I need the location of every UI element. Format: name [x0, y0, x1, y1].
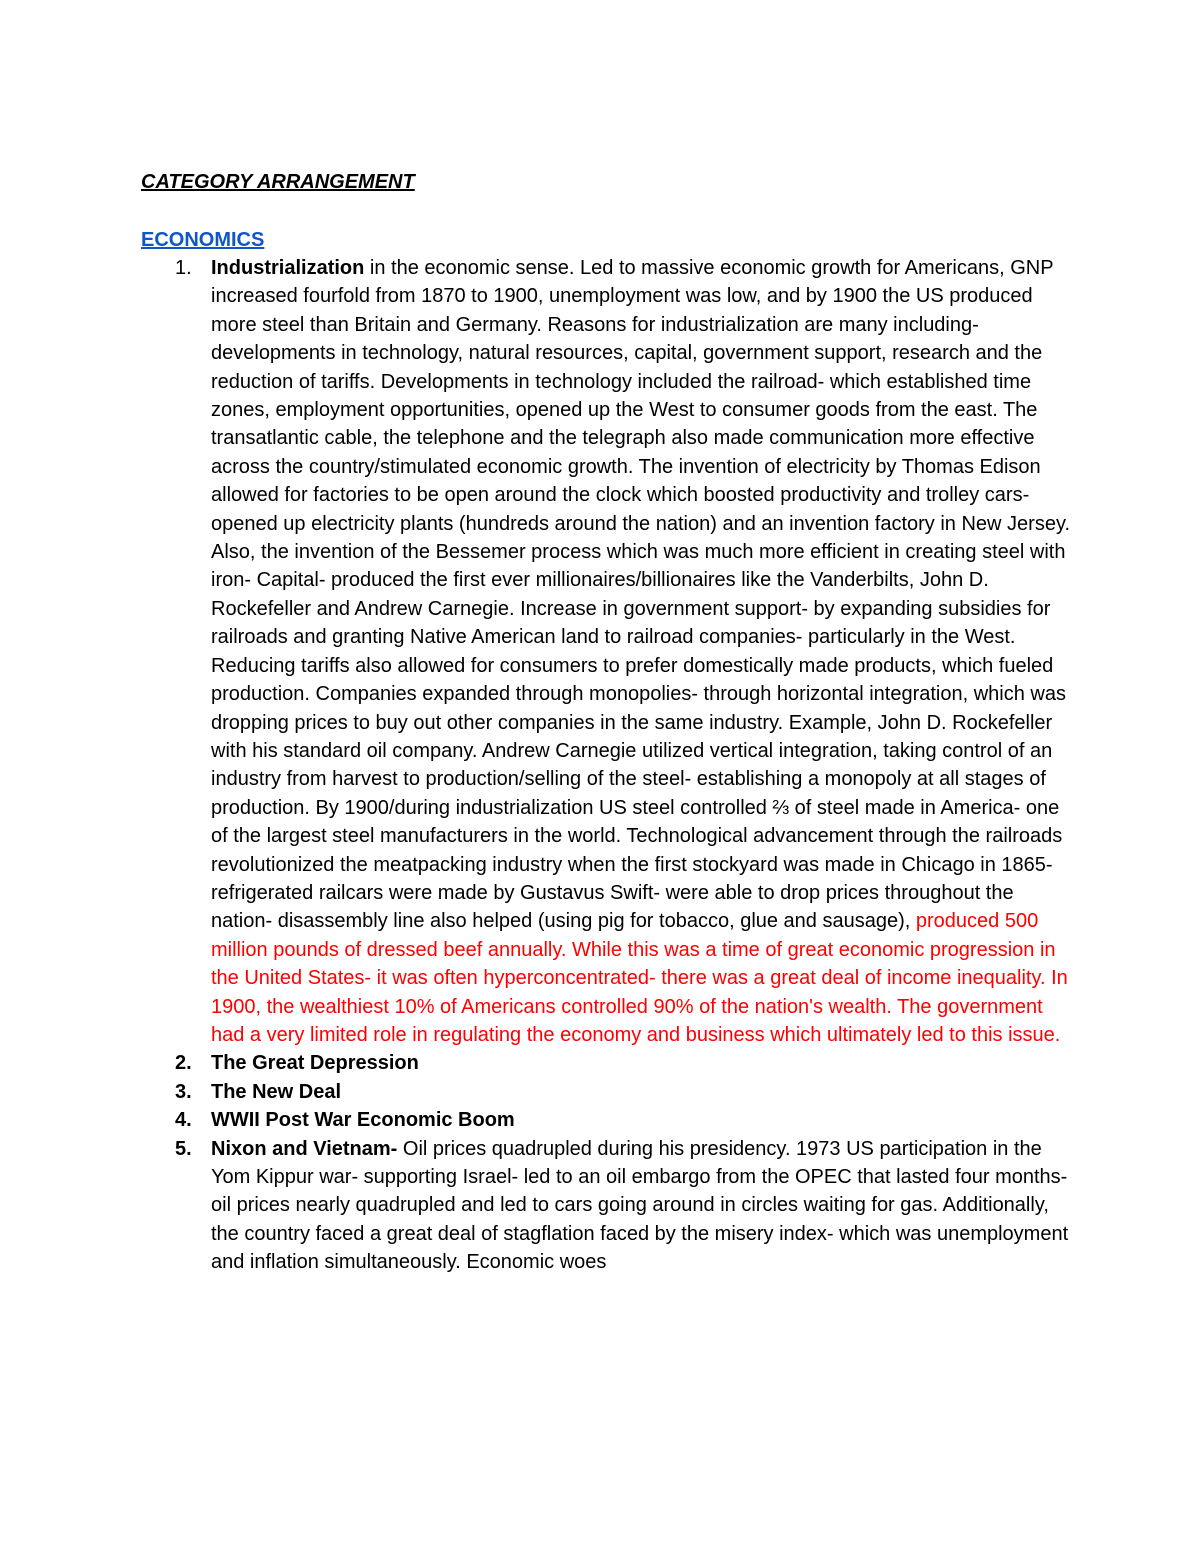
list-item-title: The Great Depression: [211, 1052, 419, 1075]
list-item-red-text: produced 500 million pounds of dressed beef annually. While this was a time of great economic progression in the United States- it was often hyperconcentrated- there was a great deal of income inequality. In 1900, the wealthiest 10% of Americans controlled 90% of the nation's wealth. The government had a very limited role in regulating the economy and business which ultimately led to this issue.: [211, 910, 1068, 1046]
list-item-title: Nixon and Vietnam-: [211, 1137, 398, 1160]
list-item-number: 1.: [175, 257, 192, 279]
list-item-text: Oil prices quadrupled during his presidency. 1973 US participation in the Yom Kippur war- supporting Israel- led to an oil embargo from the OPEC that lasted four months- oil prices nearly quadrupled and led to cars going around in circles waiting for gas. Additionally, the country faced a great deal of stagflation faced by the misery index- which was unemployment and inflation simultaneously. Economic woes: [211, 1137, 1069, 1274]
list-item-number: 5.: [175, 1137, 192, 1160]
list-item-title: Industrialization: [211, 257, 365, 279]
list-item-number: 2.: [175, 1052, 192, 1075]
list-item-text: in the economic sense. Led to massive economic growth for Americans, GNP increased fourfold from 1870 to 1900, unemployment was low, and by 1900 the US produced more steel than Britain and Germany. Reasons for industrialization are many including- developments in technology, natural resources, capital, government support, research and the reduction of tariffs. Developments in technology included the railroad- which established time zones, employment opportunities, opened up the West to consumer goods from the east. The transatlantic cable, the telephone and the telegraph also made communication more effective across the country/stimulated economic growth. The invention of electricity by Thomas Edison allowed for factories to be open around the clock which boosted productivity and trolley cars- opened up electricity plants (hundreds around the nation) and an invention factory in New Jersey. Also, the invention of the Bessemer process which was much more efficient in creating steel with iron- Capital- produced the first ever millionaires/billionaires like the Vanderbilts, John D. Rockefeller and Andrew Carnegie. Increase in government support- by expanding subsidies for railroads and granting Native American land to railroad companies- particularly in the West. Reducing tariffs also allowed for consumers to prefer domestically made products, which fueled production. Companies expanded through monopolies- through horizontal integration, which was dropping prices to buy out other companies in the same industry. Example, John D. Rockefeller with his standard oil company. Andrew Carnegie utilized vertical integration, taking control of an industry from harvest to production/selling of the steel- establishing a monopoly at all stages of production. By 1900/during industrialization US steel controlled ⅔ of steel made in America- one of the largest steel manufacturers in the world. Technological advancement through the railroads revolutionized the meatpacking industry when the first stockyard was made in Chicago in 1865- refrigerated railcars were made by Gustavus Swift- were able to drop prices throughout the nation- disassembly line also helped (using pig for tobacco, glue and sausage),: [211, 257, 1071, 933]
document-title: CATEGORY ARRANGEMENT: [141, 171, 415, 193]
list-item-great-depression: [175, 1049, 1071, 1077]
list-item-industrialization: [175, 254, 1071, 1049]
list-item-nixon-vietnam: [175, 1135, 1071, 1277]
list-item-title: WWII Post War Economic Boom: [211, 1109, 515, 1132]
list-item-wwii-boom: [175, 1106, 1071, 1134]
list-item-number: 3.: [175, 1080, 192, 1103]
list-item-number: 4.: [175, 1109, 192, 1132]
economics-list: [175, 254, 1071, 1277]
section-heading-economics[interactable]: ECONOMICS: [141, 229, 265, 251]
list-item-title: The New Deal: [211, 1080, 342, 1103]
list-item-new-deal: [175, 1078, 1071, 1106]
